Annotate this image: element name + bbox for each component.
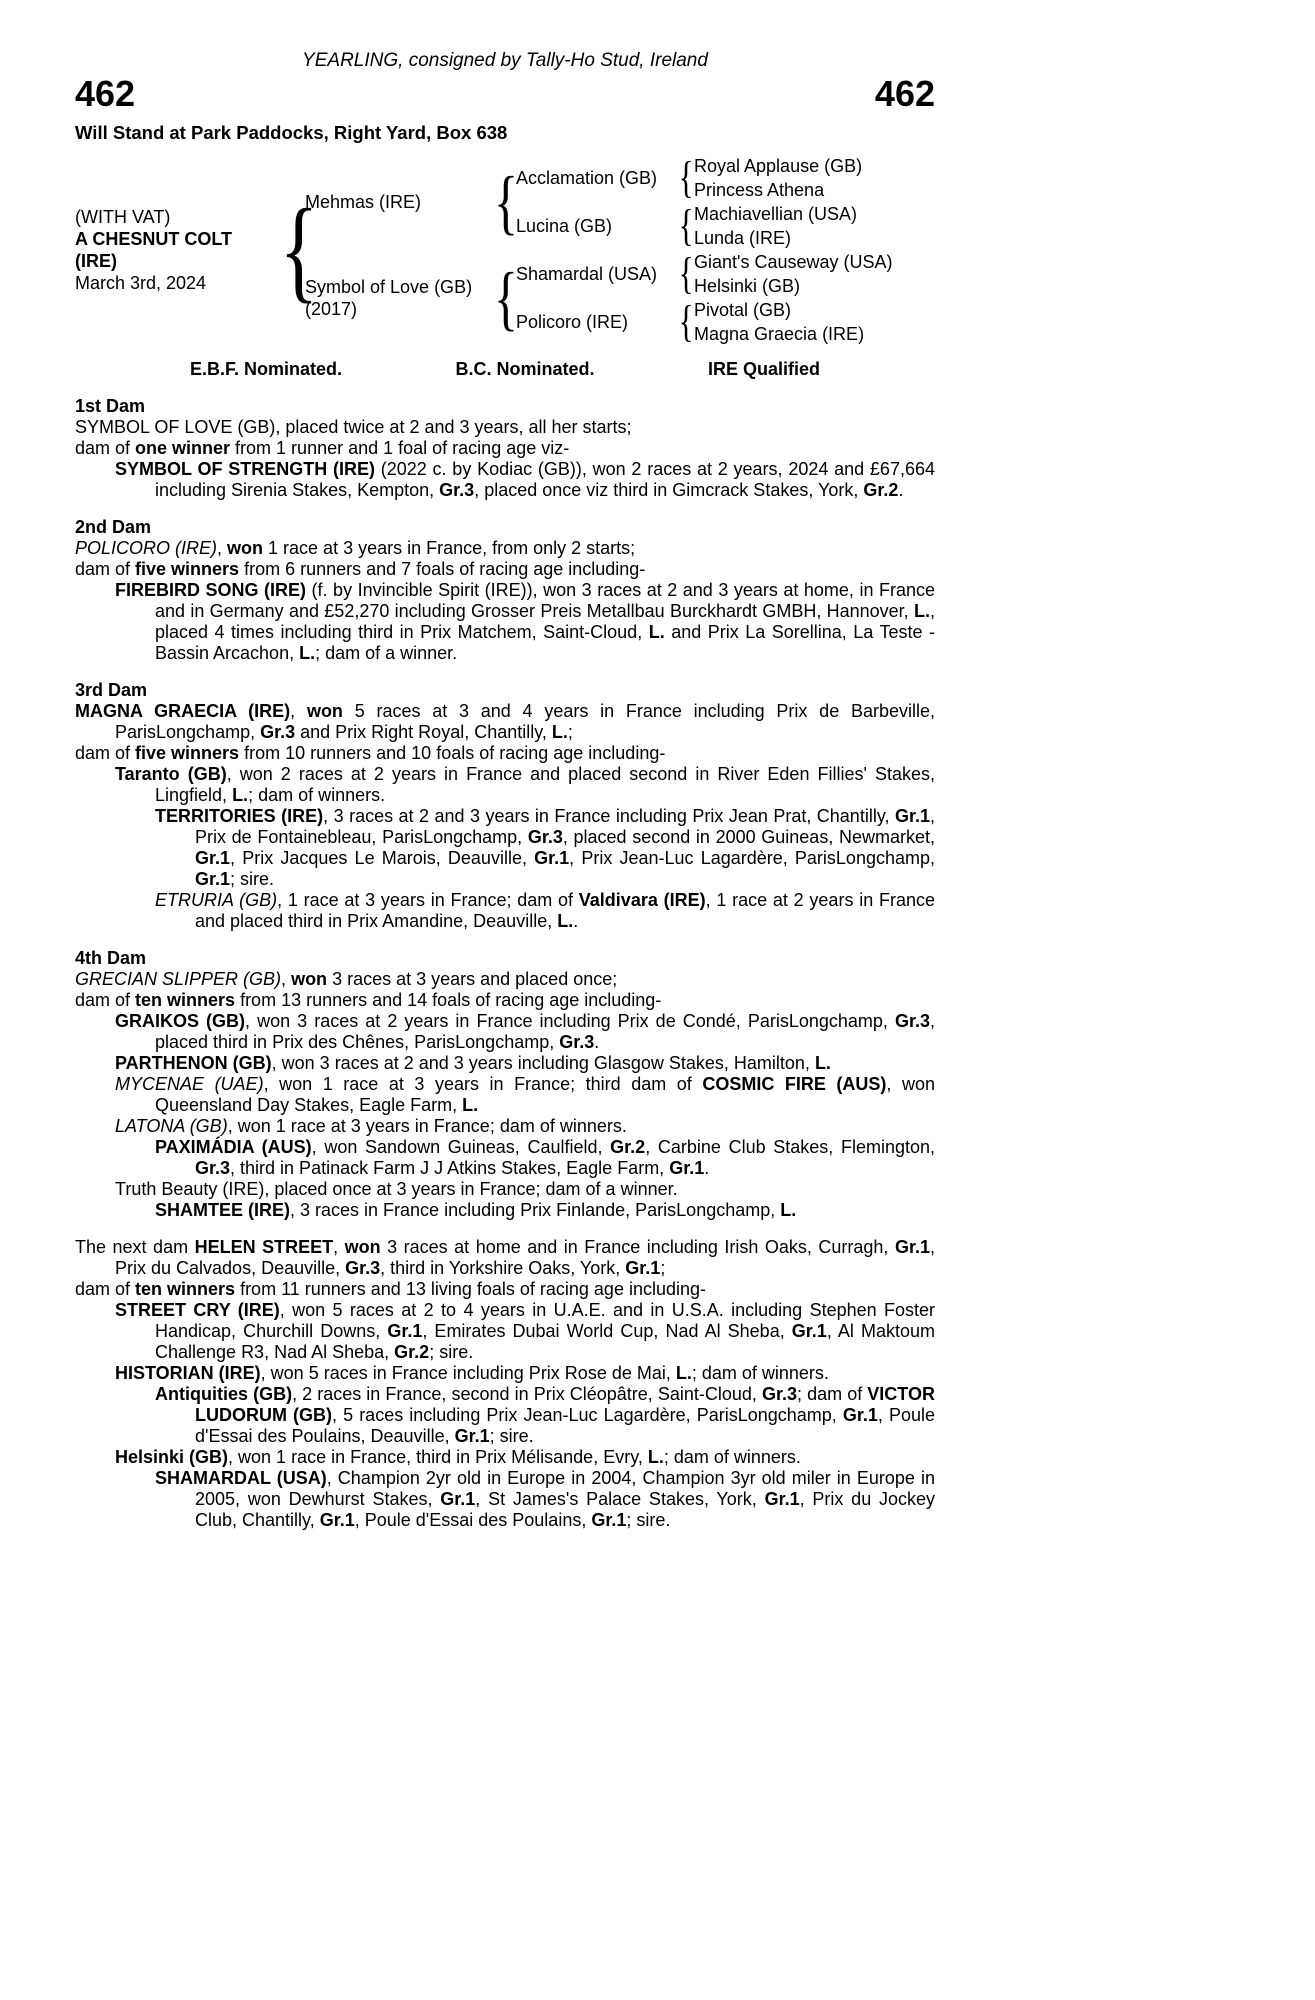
pedigree-paragraph — [75, 580, 935, 664]
text-segment: SYMBOL OF STRENGTH (IRE) — [115, 458, 375, 479]
pedigree-paragraph — [75, 701, 935, 743]
text-segment: , 2 races in France, second in Prix Cléopâtre, Saint-Cloud, — [292, 1383, 763, 1404]
dam-name-block — [305, 276, 490, 320]
dam-branch — [305, 250, 893, 346]
text-segment: HISTORIAN (IRE) — [115, 1362, 261, 1383]
text-segment: , 5 races including Prix Jean-Luc Lagardère, ParisLongchamp, — [332, 1404, 843, 1425]
pedigree-paragraph — [75, 1137, 935, 1179]
text-segment: from 11 runners and 13 living foals of racing age including- — [235, 1278, 706, 1299]
sire-sire-name: Acclamation (GB) — [516, 167, 658, 188]
sire-sire-dam: Princess Athena — [694, 179, 825, 200]
text-segment: ten winners — [135, 989, 236, 1010]
dam-dam-sire: Pivotal (GB) — [694, 299, 792, 320]
text-segment: won — [306, 700, 343, 721]
text-segment: ETRURIA (GB) — [155, 889, 278, 910]
pedigree-paragraph — [75, 1179, 935, 1200]
text-segment: Gr.1 — [195, 847, 231, 868]
text-segment: Gr.1 — [791, 1320, 827, 1341]
text-segment: PARTHENON (GB) — [115, 1052, 272, 1073]
pedigree-paragraph — [75, 890, 935, 932]
dam-dam-dam: Magna Graecia (IRE) — [694, 323, 865, 344]
text-segment: 3 races at 3 years and placed once; — [327, 968, 618, 989]
text-segment: Gr.3 — [439, 479, 475, 500]
text-segment: , third in Yorkshire Oaks, York, — [380, 1257, 626, 1278]
text-segment: Helsinki (GB) — [115, 1446, 229, 1467]
sire-grandparents — [516, 154, 862, 250]
text-segment: GRAIKOS (GB) — [115, 1010, 246, 1031]
text-segment: Gr.2 — [394, 1341, 430, 1362]
text-segment: ; sire. — [489, 1425, 534, 1446]
pedigree-paragraph — [75, 1237, 935, 1279]
pedigree-paragraph — [75, 1011, 935, 1053]
text-segment: . — [898, 479, 904, 500]
text-segment: Gr.1 — [764, 1488, 800, 1509]
subject-block — [75, 206, 275, 294]
text-segment: Gr.1 — [842, 1404, 878, 1425]
text-segment: Antiquities (GB) — [155, 1383, 293, 1404]
grandsire-row — [516, 154, 862, 202]
pedigree-paragraph — [75, 1053, 935, 1074]
text-segment: , — [281, 968, 292, 989]
text-segment: , Prix du Calvados, Deauville, — [115, 1236, 935, 1278]
text-segment: , placed 4 times including third in Prix Matchem, Saint-Cloud, — [155, 600, 935, 642]
pedigree-paragraph — [75, 459, 935, 501]
sire-dam-sire: Machiavellian (USA) — [694, 203, 858, 224]
pedigree-paragraph — [75, 1279, 935, 1300]
ebf-nomination: E.B.F. Nominated. — [190, 358, 343, 379]
text-segment: , Al Maktoum Challenge R3, Nad Al Sheba, — [155, 1320, 935, 1362]
great-grandparents — [694, 202, 857, 250]
text-segment: (2022 c. by Kodiac (GB)), won 2 races at 2 years, 2024 and £67,664 including Sirenia Stakes, Kempton, — [155, 458, 935, 500]
text-segment: Truth Beauty (IRE), placed once at 3 years in France; dam of a winner. — [115, 1178, 678, 1199]
pedigree-paragraph — [75, 417, 935, 438]
pedigree-tree — [75, 154, 935, 346]
great-grandparents — [694, 250, 893, 298]
brace-icon: { — [678, 248, 694, 298]
text-segment: , won 5 races in France including Prix Rose de Mai, — [260, 1362, 676, 1383]
dam-section-heading: 3rd Dam — [75, 679, 148, 700]
brace-icon: { — [493, 161, 519, 242]
text-segment: and Prix La Sorellina, La Teste - Bassin Arcachon, — [155, 621, 935, 663]
text-segment: , placed third in Prix des Chênes, ParisLongchamp, — [155, 1010, 936, 1052]
parents-column — [305, 154, 893, 346]
text-segment: , won 1 race at 3 years in France; dam of winners. — [227, 1115, 627, 1136]
text-segment: dam of — [75, 558, 136, 579]
pedigree-text-body — [75, 396, 935, 1531]
text-segment: won — [227, 537, 264, 558]
pedigree-paragraph — [75, 1468, 935, 1531]
text-segment: , won 5 races at 2 to 4 years in U.A.E. and in U.S.A. including Stephen Foster Handicap, Churchill Downs, — [155, 1299, 936, 1341]
consignor-note: YEARLING, consigned by Tally-Ho Stud, Ireland — [302, 50, 708, 71]
bc-nomination: B.C. Nominated. — [455, 358, 595, 379]
text-segment: and Prix Right Royal, Chantilly, — [295, 721, 552, 742]
text-segment: VICTOR LUDORUM (GB) — [195, 1383, 935, 1425]
text-segment: Gr.3 — [559, 1031, 595, 1052]
text-segment: ten winners — [135, 1278, 236, 1299]
text-segment: , — [333, 1236, 345, 1257]
text-segment: L. — [647, 1446, 664, 1467]
text-segment: from 13 runners and 14 foals of racing age including- — [235, 989, 662, 1010]
brace-icon: { — [678, 200, 694, 250]
text-segment: from 1 runner and 1 foal of racing age viz- — [230, 437, 570, 458]
pedigree-paragraph — [75, 1300, 935, 1363]
grandsire-row — [516, 250, 893, 298]
pedigree-paragraph — [75, 969, 935, 990]
text-segment: one winner — [135, 437, 231, 458]
text-segment: The next dam — [75, 1236, 195, 1257]
text-segment: five winners — [135, 558, 240, 579]
text-segment: Gr.1 — [894, 1236, 930, 1257]
dam-sire-dam: Helsinki (GB) — [694, 275, 801, 296]
brace-icon: { — [678, 296, 694, 346]
text-segment: Gr.1 — [591, 1509, 627, 1530]
text-segment: , — [217, 537, 228, 558]
text-segment: LATONA (GB) — [115, 1115, 228, 1136]
text-segment: , Prix Jacques Le Marois, Deauville, — [230, 847, 535, 868]
text-segment: Gr.1 — [534, 847, 570, 868]
text-segment: POLICORO (IRE) — [75, 537, 218, 558]
text-segment: won — [291, 968, 328, 989]
text-segment: dam of — [75, 437, 136, 458]
catalogue-page — [75, 0, 935, 1531]
subject-foaling-date: March 3rd, 2024 — [75, 272, 207, 293]
text-segment: L. — [913, 600, 930, 621]
granddam-row — [516, 298, 893, 346]
text-segment: , Prix du Jockey Club, Chantilly, — [195, 1488, 936, 1530]
dam-section-heading: 1st Dam — [75, 395, 146, 416]
text-segment: . — [704, 1157, 710, 1178]
sire-dam-name: Lucina (GB) — [516, 215, 613, 236]
text-segment: ; dam of a winner. — [315, 642, 458, 663]
text-segment: (f. by Invincible Spirit (IRE)), won 3 races at 2 and 3 years at home, in France and in Germany and £52,270 including Grosser Preis Metallbau Burckhardt GMBH, Hannover, — [155, 579, 935, 621]
sire-name: Mehmas (IRE) — [305, 191, 422, 212]
text-segment: , Prix Jean-Luc Lagardère, ParisLongchamp, — [569, 847, 935, 868]
pedigree-paragraph — [75, 1363, 935, 1384]
text-segment: Gr.1 — [454, 1425, 490, 1446]
text-segment: Gr.1 — [625, 1257, 661, 1278]
lot-number-right: 462 — [874, 73, 935, 114]
stand-location: Will Stand at Park Paddocks, Right Yard, Box 638 — [75, 121, 508, 143]
text-segment: , placed second in 2000 Guineas, Newmarket, — [562, 826, 935, 847]
text-segment: L. — [557, 910, 574, 931]
text-segment: MYCENAE (UAE) — [115, 1073, 264, 1094]
text-segment: L. — [232, 784, 249, 805]
text-segment: , Carbine Club Stakes, Flemington, — [645, 1136, 935, 1157]
text-segment: Gr.2 — [610, 1136, 646, 1157]
text-segment: , 1 race at 3 years in France; dam of — [277, 889, 579, 910]
text-segment: , 3 races at 2 and 3 years in France including Prix Jean Prat, Chantilly, — [323, 805, 895, 826]
text-segment: HELEN STREET — [194, 1236, 334, 1257]
subject-name: A CHESNUT COLT — [75, 228, 232, 249]
text-segment: Gr.1 — [894, 805, 930, 826]
text-segment: SHAMTEE (IRE) — [155, 1199, 290, 1220]
text-segment: , won 1 race at 3 years in France; third dam of — [263, 1073, 703, 1094]
text-segment: , — [290, 700, 307, 721]
brace-icon: { — [678, 152, 694, 202]
text-segment: PAXIMÁDIA (AUS) — [155, 1136, 312, 1157]
text-segment: , Poule d'Essai des Poulains, — [354, 1509, 592, 1530]
text-segment: TERRITORIES (IRE) — [155, 805, 324, 826]
text-segment: dam of — [75, 742, 136, 763]
text-segment: , Emirates Dubai World Cup, Nad Al Sheba, — [422, 1320, 792, 1341]
text-segment: , won 1 race in France, third in Prix Mélisande, Evry, — [228, 1446, 648, 1467]
dam-sire-sire: Giant's Causeway (USA) — [694, 251, 893, 272]
text-segment: Valdivara (IRE) — [578, 889, 706, 910]
text-segment: , won Sandown Guineas, Caulfield, — [311, 1136, 611, 1157]
text-segment: 1 race at 3 years in France, from only 2 starts; — [263, 537, 636, 558]
text-segment: Gr.3 — [527, 826, 563, 847]
subject-suffix: (IRE) — [75, 250, 117, 271]
granddam-row — [516, 202, 862, 250]
text-segment: , St James's Palace Stakes, York, — [475, 1488, 765, 1509]
text-segment: Gr.1 — [195, 868, 231, 889]
great-grandparents — [694, 298, 864, 346]
text-segment: L. — [648, 621, 665, 642]
text-segment: from 10 runners and 10 foals of racing age including- — [239, 742, 666, 763]
text-segment: Gr.3 — [762, 1383, 798, 1404]
text-segment: Gr.1 — [387, 1320, 423, 1341]
text-segment: , won 3 races at 2 and 3 years including Glasgow Stakes, Hamilton, — [271, 1052, 815, 1073]
pedigree-paragraph — [75, 990, 935, 1011]
text-segment: dam of — [75, 1278, 136, 1299]
text-segment: GRECIAN SLIPPER (GB) — [75, 968, 282, 989]
text-segment: FIREBIRD SONG (IRE) — [115, 579, 307, 600]
pedigree-paragraph — [75, 438, 935, 459]
text-segment: ; sire. — [626, 1509, 671, 1530]
text-segment: ; dam of winners. — [248, 784, 386, 805]
pedigree-paragraph — [75, 559, 935, 580]
text-segment: L. — [299, 642, 316, 663]
text-segment: ; dam of winners. — [663, 1446, 801, 1467]
text-segment: 5 races at 3 and 4 years in France including Prix de Barbeville, ParisLongchamp, — [115, 700, 936, 742]
pedigree-paragraph — [75, 1447, 935, 1468]
dam-name: Symbol of Love (GB) — [305, 276, 473, 297]
text-segment: L. — [675, 1362, 692, 1383]
text-segment: L. — [551, 721, 568, 742]
dam-grandparents — [516, 250, 893, 346]
nominations-row — [75, 358, 935, 380]
dam-section-heading: 4th Dam — [75, 947, 147, 968]
brace-icon: { — [279, 185, 319, 314]
text-segment: , Poule d'Essai des Poulains, Deauville, — [195, 1404, 935, 1446]
text-segment: , Prix de Fontainebleau, ParisLongchamp, — [195, 805, 935, 847]
text-segment: , won 3 races at 2 years in France including Prix de Condé, ParisLongchamp, — [245, 1010, 895, 1031]
ire-qualified: IRE Qualified — [707, 358, 820, 379]
text-segment: , won 2 races at 2 years in France and placed second in River Eden Fillies' Stakes, Lingfield, — [155, 763, 935, 805]
lot-number-row — [75, 74, 935, 114]
text-segment: ; sire. — [230, 868, 275, 889]
text-segment: , 1 race at 2 years in France and placed third in Prix Amandine, Deauville, — [195, 889, 935, 931]
text-segment: , won Queensland Day Stakes, Eagle Farm, — [155, 1073, 935, 1115]
pedigree-paragraph — [75, 1116, 935, 1137]
pedigree-paragraph — [75, 1200, 935, 1221]
text-segment: MAGNA GRAECIA (IRE) — [75, 700, 291, 721]
text-segment: ; — [660, 1257, 666, 1278]
text-segment: L. — [780, 1199, 797, 1220]
text-segment: five winners — [135, 742, 240, 763]
pedigree-paragraph — [75, 743, 935, 764]
text-segment: Gr.3 — [894, 1010, 930, 1031]
dam-sire-name: Shamardal (USA) — [516, 263, 658, 284]
pedigree-paragraph — [75, 1074, 935, 1116]
pedigree-paragraph — [75, 764, 935, 806]
text-segment: Taranto (GB) — [115, 763, 227, 784]
dam-section-heading: 2nd Dam — [75, 516, 152, 537]
text-segment: , Champion 2yr old in Europe in 2004, Champion 3yr old miler in Europe in 2005, won Dewhurst Stakes, — [195, 1467, 935, 1509]
text-segment: ; dam of winners. — [691, 1362, 829, 1383]
text-segment: from 6 runners and 7 foals of racing age including- — [239, 558, 646, 579]
sire-sire-sire: Royal Applause (GB) — [694, 155, 863, 176]
text-segment: Gr.1 — [440, 1488, 476, 1509]
text-segment: dam of — [75, 989, 136, 1010]
text-segment: Gr.2 — [863, 479, 899, 500]
text-segment: , 3 races in France including Prix Finlande, ParisLongchamp, — [290, 1199, 781, 1220]
pedigree-paragraph — [75, 806, 935, 890]
text-segment: ; dam of — [797, 1383, 868, 1404]
text-segment: Gr.1 — [669, 1157, 705, 1178]
text-segment: ; sire. — [429, 1341, 474, 1362]
text-segment: Gr.1 — [319, 1509, 355, 1530]
text-segment: COSMIC FIRE (AUS) — [702, 1073, 887, 1094]
great-grandparents — [694, 154, 862, 202]
sire-branch — [305, 154, 893, 250]
sire-dam-dam: Lunda (IRE) — [694, 227, 792, 248]
dam-dam-name: Policoro (IRE) — [516, 311, 629, 332]
text-segment: Gr.3 — [260, 721, 296, 742]
text-segment: . — [594, 1031, 600, 1052]
dam-year: (2017) — [305, 298, 358, 319]
text-segment: won — [344, 1236, 381, 1257]
text-segment: L. — [462, 1094, 479, 1115]
lot-number-left: 462 — [75, 73, 136, 114]
text-segment: Gr.3 — [345, 1257, 381, 1278]
text-segment: STREET CRY (IRE) — [115, 1299, 280, 1320]
text-segment: . — [573, 910, 579, 931]
text-segment: ; — [567, 721, 573, 742]
text-segment: , third in Patinack Farm J J Atkins Stakes, Eagle Farm, — [230, 1157, 670, 1178]
text-segment: L. — [814, 1052, 831, 1073]
text-segment: SHAMARDAL (USA) — [155, 1467, 327, 1488]
pedigree-paragraph — [75, 1384, 935, 1447]
pedigree-paragraph — [75, 538, 935, 559]
text-segment: Gr.3 — [195, 1157, 231, 1178]
text-segment: , placed once viz third in Gimcrack Stakes, York, — [474, 479, 864, 500]
text-segment: SYMBOL OF LOVE (GB), placed twice at 2 and 3 years, all her starts; — [75, 416, 632, 437]
text-segment: 3 races at home and in France including Irish Oaks, Curragh, — [380, 1236, 895, 1257]
brace-icon: { — [493, 257, 519, 338]
vat-note: (WITH VAT) — [75, 206, 171, 227]
